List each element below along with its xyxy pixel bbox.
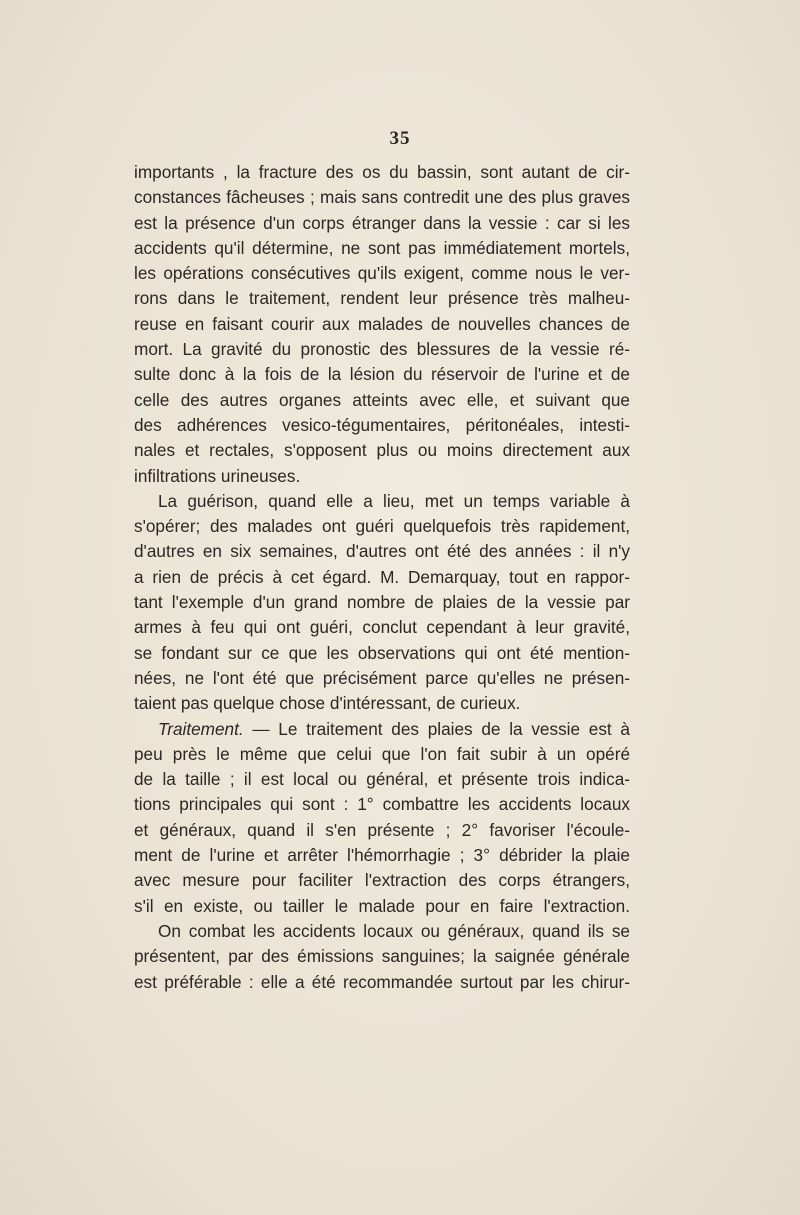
text-line: On combat les accidents locaux ou généraux, quand ils se [158,920,630,941]
text-line: La guérison, quand elle a lieu, met un temps variable à [158,490,630,511]
text-line: est la présence d'un corps étranger dans la vessie : car si les [134,212,630,233]
text-line: infiltrations urineuses. [134,465,301,486]
text-line: a rien de précis à cet égard. M. Demarquay, tout en rappor- [134,566,630,587]
text-line: ment de l'urine et arrêter l'hémorrhagie ; 3° débrider la plaie [134,845,630,866]
text-line: les opérations consécutives qu'ils exigent, comme nous le ver- [134,263,630,284]
text-line: constances fâcheuses ; mais sans contredit une des plus graves [134,187,630,208]
body-text [134,160,630,995]
text-line: taient pas quelque chose d'intéressant, de curieux. [134,693,521,714]
text-line: importants , la fracture des os du bassin, sont autant de cir- [134,162,630,182]
text-line: s'il en existe, ou tailler le malade pour en faire l'extraction. [134,895,630,916]
text-line: et généraux, quand il s'en présente ; 2° favoriser l'écoule- [134,819,630,840]
text-line: des adhérences vesico-tégumentaires, péritonéales, intesti- [134,414,630,435]
text-line: s'opérer; des malades ont guéri quelquefois très rapidement, [134,516,630,537]
text-line: tant l'exemple d'un grand nombre de plaies de la vessie par [134,592,630,613]
text-line: rons dans le traitement, rendent leur présence très malheu- [134,288,630,309]
text-line: de la taille ; il est local ou général, et présente trois indica- [134,769,630,790]
text-line: se fondant sur ce que les observations qui ont été mention- [134,642,630,663]
text-line: est préférable : elle a été recommandée surtout par les chirur- [134,971,630,992]
text-line: celle des autres organes atteints avec elle, et suivant que [134,389,630,410]
text-line: d'autres en six semaines, d'autres ont été des années : il n'y [134,541,630,562]
section-lead-italic: Traitement. [158,718,244,739]
text-line: nées, ne l'ont été que précisément parce qu'elles ne présen- [134,667,630,688]
text-line: accidents qu'il détermine, ne sont pas immédiatement mortels, [134,237,630,258]
page-number: 35 [389,128,411,149]
text-line: armes à feu qui ont guéri, conclut cependant à leur gravité, [134,617,630,638]
text-line-with-italic-lead [134,717,630,742]
text-line: avec mesure pour faciliter l'extraction des corps étrangers, [134,870,630,891]
text-line: peu près le même que celui que l'on fait subir à un opéré [134,743,630,764]
text-line: présentent, par des émissions sanguines; la saignée générale [134,946,630,967]
text-line: tions principales qui sont : 1° combattre les accidents locaux [134,794,630,815]
text-line: mort. La gravité du pronostic des blessures de la vessie ré- [134,339,630,360]
text-line: nales et rectales, s'opposent plus ou moins directement aux [134,440,630,461]
text-line: sulte donc à la fois de la lésion du réservoir de l'urine et de [134,364,630,385]
text-line: reuse en faisant courir aux malades de nouvelles chances de [134,313,630,334]
text-line-rest: — Le traitement des plaies de la vessie est à [252,718,630,739]
